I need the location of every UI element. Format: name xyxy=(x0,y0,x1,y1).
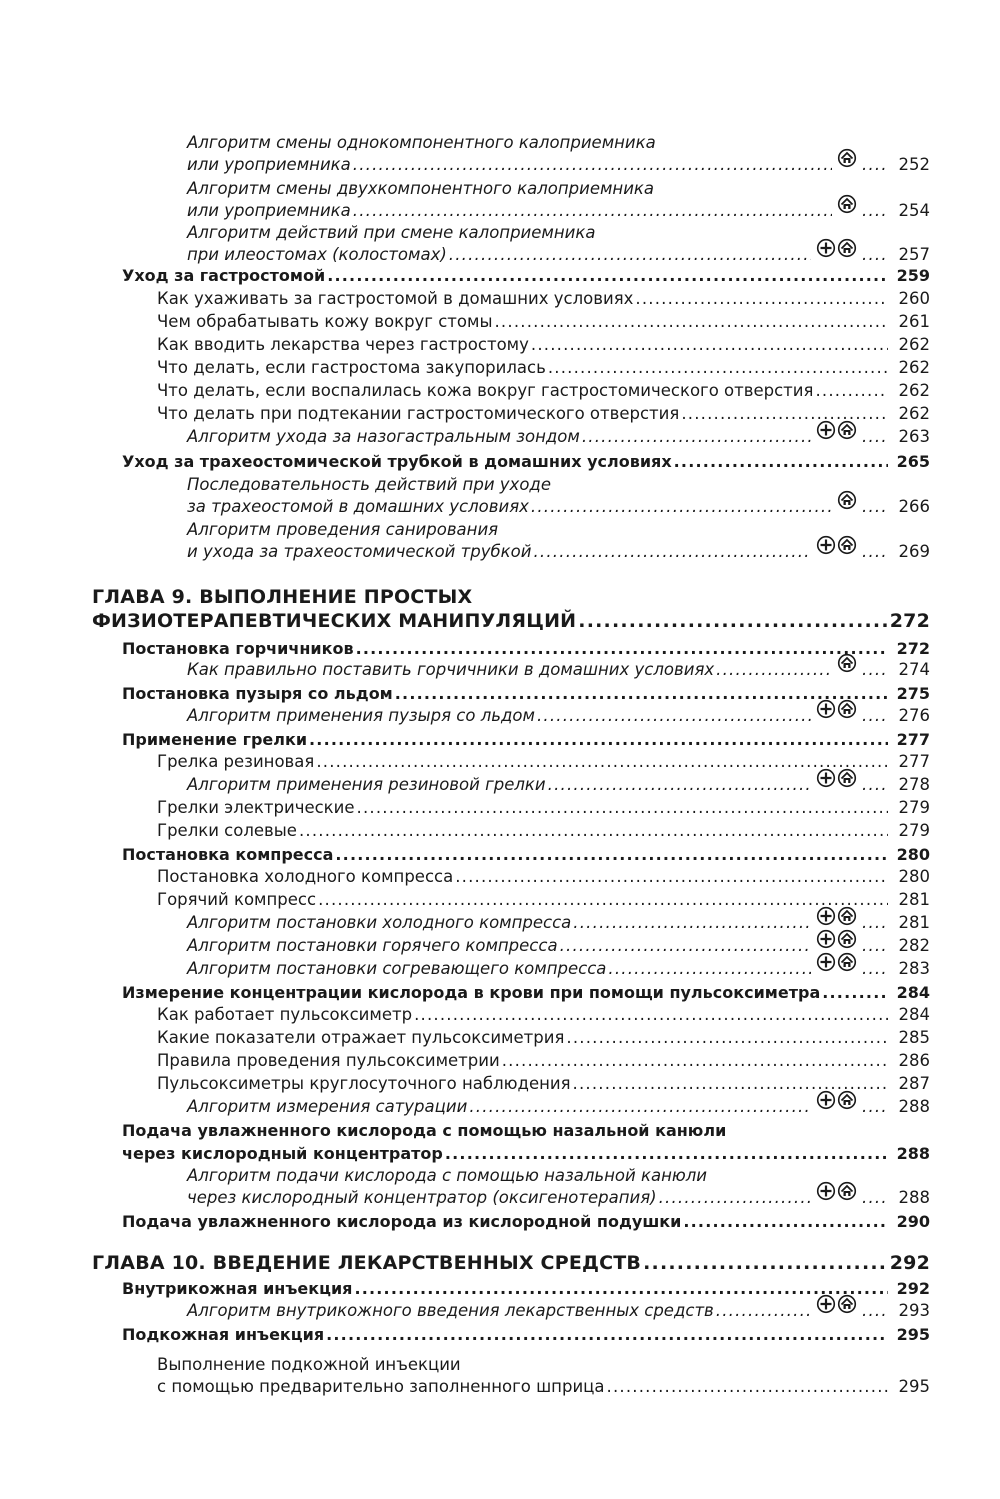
toc-entry-title: Какие показатели отражает пульсоксиметрия xyxy=(157,1028,565,1047)
dot-leader xyxy=(862,935,888,957)
page-number: 280 xyxy=(896,845,930,864)
dot-leader xyxy=(356,637,888,660)
home-icon xyxy=(837,1090,857,1116)
toc-entry-title: ГЛАВА 9. ВЫПОЛНЕНИЕ ПРОСТЫХ xyxy=(92,586,473,608)
toc-entry-title: Подкожная инъекция xyxy=(122,1325,325,1344)
toc-entry-title: Уход за трахеостомической трубкой в домашних условиях xyxy=(122,452,672,471)
hospital-cross-icon xyxy=(816,535,836,561)
toc-entry-title: Подача увлажненного кислорода с помощью назальной канюли xyxy=(122,1121,727,1140)
dot-leader xyxy=(582,426,811,448)
care-setting-icons xyxy=(816,535,857,561)
page-number: 279 xyxy=(898,821,930,840)
page-number: 290 xyxy=(896,1212,930,1231)
dot-leader xyxy=(635,288,888,310)
toc-entry-title: Подача увлажненного кислорода из кислородной подушки xyxy=(122,1212,682,1231)
toc-entry-title: Уход за гастростомой xyxy=(122,266,326,285)
page-number: 292 xyxy=(889,1252,930,1274)
page-number: 295 xyxy=(898,1377,930,1396)
dot-leader xyxy=(862,541,888,563)
dot-leader xyxy=(531,496,832,518)
page-number: 281 xyxy=(898,913,930,932)
home-icon xyxy=(837,535,857,561)
dot-leader xyxy=(862,958,888,980)
dot-leader xyxy=(683,1210,888,1233)
home-icon xyxy=(837,952,857,978)
toc-entry-title: с помощью предварительно заполненного шприца xyxy=(157,1377,605,1396)
dot-leader xyxy=(862,1300,888,1322)
toc-entry-title: Последовательность действий при уходе xyxy=(187,475,551,494)
dot-leader xyxy=(502,1050,888,1072)
home-icon xyxy=(837,238,857,264)
home-icon xyxy=(837,699,857,725)
page-number: 286 xyxy=(898,1051,930,1070)
toc-entry-title: Алгоритм смены двухкомпонентного калоприемника xyxy=(187,179,655,198)
hospital-cross-icon xyxy=(816,768,836,794)
page-number: 277 xyxy=(898,752,930,771)
toc-entry-title: Алгоритм постановки согревающего компресса xyxy=(187,959,607,978)
dot-leader xyxy=(643,1251,888,1275)
care-setting-icons xyxy=(837,194,857,220)
page-number: 266 xyxy=(898,497,930,516)
dot-leader xyxy=(414,1004,888,1026)
dot-leader xyxy=(716,659,832,681)
toc-entry-title: Алгоритм внутрикожного введения лекарственных средств xyxy=(187,1301,714,1320)
page-number: 283 xyxy=(898,959,930,978)
hospital-cross-icon xyxy=(816,420,836,446)
toc-entry-title: Применение грелки xyxy=(122,730,308,749)
page-number: 282 xyxy=(898,936,930,955)
toc-entry-title: Как вводить лекарства через гастростому xyxy=(157,335,529,354)
dot-leader xyxy=(354,1277,888,1300)
page-number: 274 xyxy=(898,660,930,679)
page-number: 279 xyxy=(898,798,930,817)
toc-entry-title: Как ухаживать за гастростомой в домашних условиях xyxy=(157,289,634,308)
dot-leader xyxy=(862,154,888,176)
dot-leader xyxy=(353,154,832,176)
dot-leader xyxy=(353,200,832,222)
toc-entry-title: Алгоритм действий при смене калоприемника xyxy=(187,223,596,242)
toc-entry-title: Измерение концентрации кислорода в крови при помощи пульсоксиметра xyxy=(122,983,821,1002)
page-number: 260 xyxy=(898,289,930,308)
dot-leader xyxy=(455,866,888,888)
care-setting-icons xyxy=(816,1090,857,1116)
page-number: 285 xyxy=(898,1028,930,1047)
dot-leader xyxy=(862,200,888,222)
toc-entry-title: Выполнение подкожной инъекции xyxy=(157,1355,461,1374)
page-number: 287 xyxy=(898,1074,930,1093)
dot-leader xyxy=(548,774,811,796)
home-icon xyxy=(837,768,857,794)
care-setting-icons xyxy=(837,148,857,174)
page-number: 272 xyxy=(896,639,930,658)
toc-entry-title: Горячий компресс xyxy=(157,890,317,909)
page-number: 261 xyxy=(898,312,930,331)
dot-leader xyxy=(862,426,888,448)
dot-leader xyxy=(608,958,811,980)
toc-entry-title: через кислородный концентратор xyxy=(122,1144,443,1163)
dot-leader xyxy=(494,311,888,333)
page-number: 262 xyxy=(898,335,930,354)
care-setting-icons xyxy=(816,952,857,978)
hospital-cross-icon xyxy=(816,1090,836,1116)
toc-entry-title: за трахеостомой в домашних условиях xyxy=(187,497,529,516)
toc-entry-title: Алгоритм смены однокомпонентного калоприемника xyxy=(187,133,656,152)
dot-leader xyxy=(862,1187,888,1209)
toc-entry-title: или уроприемника xyxy=(187,155,351,174)
dot-leader xyxy=(578,609,887,633)
toc-entry-title: Как работает пульсоксиметр xyxy=(157,1005,413,1024)
home-icon xyxy=(837,653,857,679)
page-number: 292 xyxy=(896,1279,930,1298)
dot-leader xyxy=(326,1323,888,1346)
dot-leader xyxy=(316,751,888,773)
dot-leader xyxy=(548,357,888,379)
toc-entry-title: Алгоритм постановки горячего компресса xyxy=(187,936,558,955)
page-number: 281 xyxy=(898,890,930,909)
hospital-cross-icon xyxy=(816,1181,836,1207)
toc-entry-title: Постановка компресса xyxy=(122,845,334,864)
toc-entry-title: Что делать, если гастростома закупорилась xyxy=(157,358,546,377)
toc-entry-title: Алгоритм измерения сатурации xyxy=(187,1097,468,1116)
toc-entry-title: Алгоритм постановки холодного компресса xyxy=(187,913,572,932)
page-number: 275 xyxy=(896,684,930,703)
home-icon xyxy=(837,420,857,446)
toc-entry-title: Грелка резиновая xyxy=(157,752,315,771)
dot-leader xyxy=(716,1300,811,1322)
page-number: 265 xyxy=(896,452,930,471)
page-number: 272 xyxy=(889,610,930,632)
dot-leader xyxy=(862,912,888,934)
dot-leader xyxy=(469,1096,811,1118)
care-setting-icons xyxy=(816,420,857,446)
home-icon xyxy=(837,194,857,220)
page-number: 276 xyxy=(898,706,930,725)
dot-leader xyxy=(822,981,888,1004)
toc-entry-title: через кислородный концентратор (оксигенотерапия) xyxy=(187,1188,657,1207)
toc-entry-title: Внутрикожная инъекция xyxy=(122,1279,353,1298)
dot-leader xyxy=(560,935,811,957)
home-icon xyxy=(837,1181,857,1207)
toc-entry-title: при илеостомах (колостомах) xyxy=(187,245,447,264)
dot-leader xyxy=(862,705,888,727)
toc-entry-title: Постановка холодного компресса xyxy=(157,867,454,886)
hospital-cross-icon xyxy=(816,952,836,978)
dot-leader xyxy=(335,843,888,866)
home-icon xyxy=(837,1294,857,1320)
dot-leader xyxy=(318,889,888,911)
toc-entry-title: Грелки солевые xyxy=(157,821,297,840)
page-number: 288 xyxy=(896,1144,930,1163)
dot-leader xyxy=(862,496,888,518)
hospital-cross-icon xyxy=(816,1294,836,1320)
care-setting-icons xyxy=(837,653,857,679)
toc-entry-title: или уроприемника xyxy=(187,201,351,220)
toc-entry-title: Алгоритм ухода за назогастральным зондом xyxy=(187,427,580,446)
toc-entry-title: Чем обрабатывать кожу вокруг стомы xyxy=(157,312,493,331)
dot-leader xyxy=(445,1142,888,1165)
page-number: 277 xyxy=(896,730,930,749)
dot-leader xyxy=(327,264,888,287)
care-setting-icons xyxy=(816,768,857,794)
care-setting-icons xyxy=(816,1294,857,1320)
toc-entry-title: Алгоритм проведения санирования xyxy=(187,520,499,539)
dot-leader xyxy=(531,334,888,356)
page-number: 284 xyxy=(896,983,930,1002)
page-number: 254 xyxy=(898,201,930,220)
dot-leader xyxy=(357,797,888,819)
page-number: 288 xyxy=(898,1188,930,1207)
home-icon xyxy=(837,490,857,516)
toc-entry-title: Постановка пузыря со льдом xyxy=(122,684,393,703)
page-number: 288 xyxy=(898,1097,930,1116)
dot-leader xyxy=(674,450,888,473)
care-setting-icons xyxy=(816,238,857,264)
toc-entry-title: и ухода за трахеостомической трубкой xyxy=(187,542,532,561)
care-setting-icons xyxy=(816,699,857,725)
toc-entry-title: Пульсоксиметры круглосуточного наблюдения xyxy=(157,1074,571,1093)
home-icon xyxy=(837,148,857,174)
dot-leader xyxy=(862,774,888,796)
toc-entry-title: ГЛАВА 10. ВВЕДЕНИЕ ЛЕКАРСТВЕННЫХ СРЕДСТВ xyxy=(92,1252,642,1274)
dot-leader xyxy=(862,1096,888,1118)
dot-leader xyxy=(862,659,888,681)
toc-entry-title: Алгоритм подачи кислорода с помощью назальной канюли xyxy=(187,1166,708,1185)
dot-leader xyxy=(299,820,888,842)
page-number: 295 xyxy=(896,1325,930,1344)
page-number: 284 xyxy=(898,1005,930,1024)
toc-entry-title: Алгоритм применения пузыря со льдом xyxy=(187,706,535,725)
page-number: 262 xyxy=(898,358,930,377)
dot-leader xyxy=(659,1187,811,1209)
toc-entry-title: Как правильно поставить горчичники в домашних условиях xyxy=(187,660,715,679)
dot-leader xyxy=(395,682,888,705)
dot-leader xyxy=(862,244,888,266)
page-number: 278 xyxy=(898,775,930,794)
dot-leader xyxy=(573,912,811,934)
toc-entry-title: Постановка горчичников xyxy=(122,639,354,658)
toc-entry-title: Что делать при подтекании гастростомического отверстия xyxy=(157,404,680,423)
hospital-cross-icon xyxy=(816,699,836,725)
page-number: 293 xyxy=(898,1301,930,1320)
toc-entry-title: ФИЗИОТЕРАПЕВТИЧЕСКИХ МАНИПУЛЯЦИЙ xyxy=(92,610,577,632)
dot-leader xyxy=(566,1027,888,1049)
page-number: 257 xyxy=(898,245,930,264)
toc-entry-title: Что делать, если воспалилась кожа вокруг гастростомического отверстия xyxy=(157,381,814,400)
page-number: 280 xyxy=(898,867,930,886)
dot-leader xyxy=(449,244,811,266)
dot-leader xyxy=(815,380,888,402)
dot-leader xyxy=(607,1376,888,1398)
page-number: 259 xyxy=(896,266,930,285)
toc-entry-title: Правила проведения пульсоксиметрии xyxy=(157,1051,500,1070)
dot-leader xyxy=(537,705,811,727)
toc-entry-title: Грелки электрические xyxy=(157,798,355,817)
dot-leader xyxy=(309,728,888,751)
page-number: 262 xyxy=(898,404,930,423)
care-setting-icons xyxy=(816,1181,857,1207)
page-number: 252 xyxy=(898,155,930,174)
dot-leader xyxy=(533,541,811,563)
care-setting-icons xyxy=(837,490,857,516)
page-number: 263 xyxy=(898,427,930,446)
page-number: 269 xyxy=(898,542,930,561)
toc-entry-title: Алгоритм применения резиновой грелки xyxy=(187,775,546,794)
page-number: 262 xyxy=(898,381,930,400)
hospital-cross-icon xyxy=(816,238,836,264)
